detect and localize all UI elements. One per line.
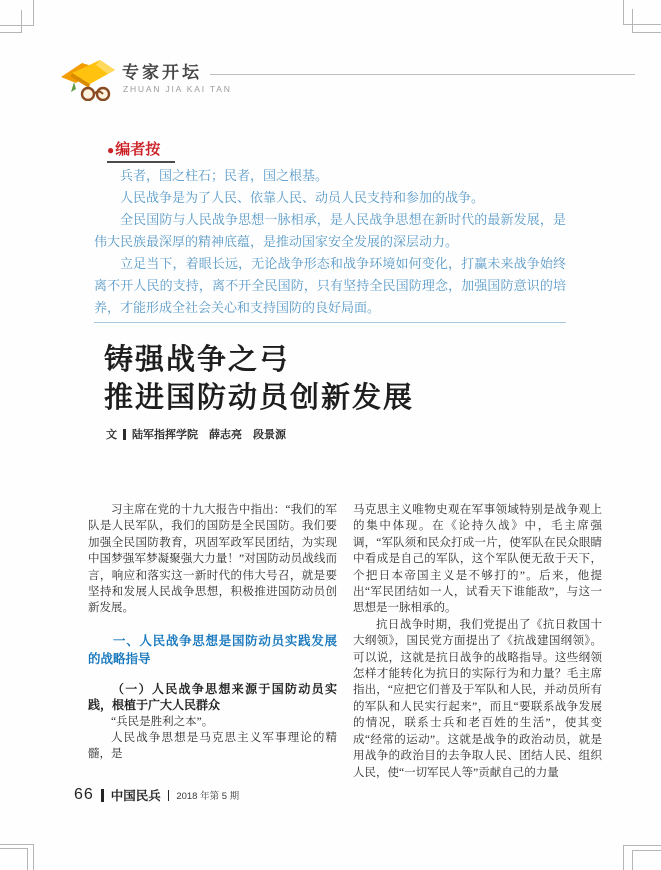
byline-authors: 陆军指挥学院 薛志亮 段景源 [132,429,286,441]
byline-prefix: 文 [106,429,117,441]
footer-separator-icon [168,790,170,801]
body-paragraph: 人民战争思想是马克思主义军事理论的精髓，是 [88,732,337,761]
magazine-name: 中国民兵 [110,789,161,803]
footer-separator-icon [101,789,104,802]
crop-mark-bottom-right-inner [632,850,661,870]
editor-note-paragraph: 全民国防与人民战争思想一脉相承，是人民战争思想在新时代的最新发展，是伟大民族最深厚的精神底蕴，是推动国家安全发展的深层动力。 [94,212,566,249]
editor-note-divider [94,322,566,323]
column-left [88,502,337,781]
header-rule [210,74,635,75]
issue-label: 2018 年第 5 期 [176,791,240,802]
editor-note [94,165,566,319]
article-title-line2: 推进国防动员创新发展 [104,382,415,414]
section-pinyin: ZHUAN JIA KAI TAN [123,84,232,94]
page-footer [74,786,239,804]
page-number: 66 [74,786,94,803]
subsection-heading: （一）人民战争思想来源于国防动员实践，根植于广大人民群众 [88,681,337,713]
books-and-glasses-icon [58,54,116,106]
editor-note-paragraph: 立足当下，着眼长远，无论战争形态和战争环境如何变化，打赢未来战争始终离不开人民的支持，离不开全民国防，只有坚持全民国防理念，加强国防意识的培养，才能形成全社会关心和支持国防的良好局面。 [94,256,566,315]
article-title [104,341,414,417]
byline [106,426,286,442]
editor-note-label-text: 编者按 [115,141,161,158]
article-body [88,502,602,781]
section-heading: 一、人民战争思想是国防动员实践发展的战略指导 [88,633,337,666]
editor-note-paragraph: 兵者，国之柱石；民者，国之根基。 [120,168,329,183]
body-paragraph: 马克思主义唯物史观在军事领域特别是战争观上的集中体现。在《论持久战》中，毛主席强调，“军队须和民众打成一片，使军队在民众眼睛中看成是自己的军队，这个军队便无敌于天下，个把日本帝国主义是不够打的”。后来，他提出“军民团结如一人，试看天下谁能敌”，与这一思想是一脉相承的。 [353,504,602,615]
editor-note-paragraph: 人民战争是为了人民、依靠人民、动员人民支持和参加的战争。 [120,190,485,205]
crop-mark-top-left-inner [0,10,22,33]
body-paragraph: 习主席在党的十九大报告中指出：“我们的军队是人民军队，我们的国防是全民国防。我们要加强全民国防教育，巩固军政军民团结，为实现中国梦强军梦凝聚强大力量！”对国防动员战线而言，响应和落实这一新时代的伟大号召，就是要坚持和发展人民战争思想，积极推进国防动员创新发展。 [88,504,337,615]
section-title: 专家开坛 [122,63,202,82]
body-paragraph: 抗日战争时期，我们党提出了《抗日救国十大纲领》，国民党方面提出了《抗战建国纲领》。可以说，这就是抗日战争的战略指导。这些纲领怎样才能转化为抗日的实际行为和力量？毛主席指出，“应把它们普及于军队和人民，并动员所有的军队和人民实行起来”，而且“要联系战争发展的情况，联系士兵和老百姓的生活”，使其变成“经常的运动”。这就是战争的政治动员，就是用战争的政治目的去争取人民、团结人民、组织人民，使“一切军民人等”贡献自己的力量 [353,618,602,779]
column-right [353,502,602,781]
crop-mark-bottom-left-inner [0,848,28,870]
editor-note-underline [107,161,175,163]
editor-note-label [107,138,160,159]
byline-bar-icon [123,429,126,440]
red-dot-icon: ● [107,142,115,157]
body-paragraph: “兵民是胜利之本”。 [111,715,214,728]
article-title-line1: 铸强战争之弓 [104,344,291,376]
crop-mark-top-right-inner [632,9,661,33]
